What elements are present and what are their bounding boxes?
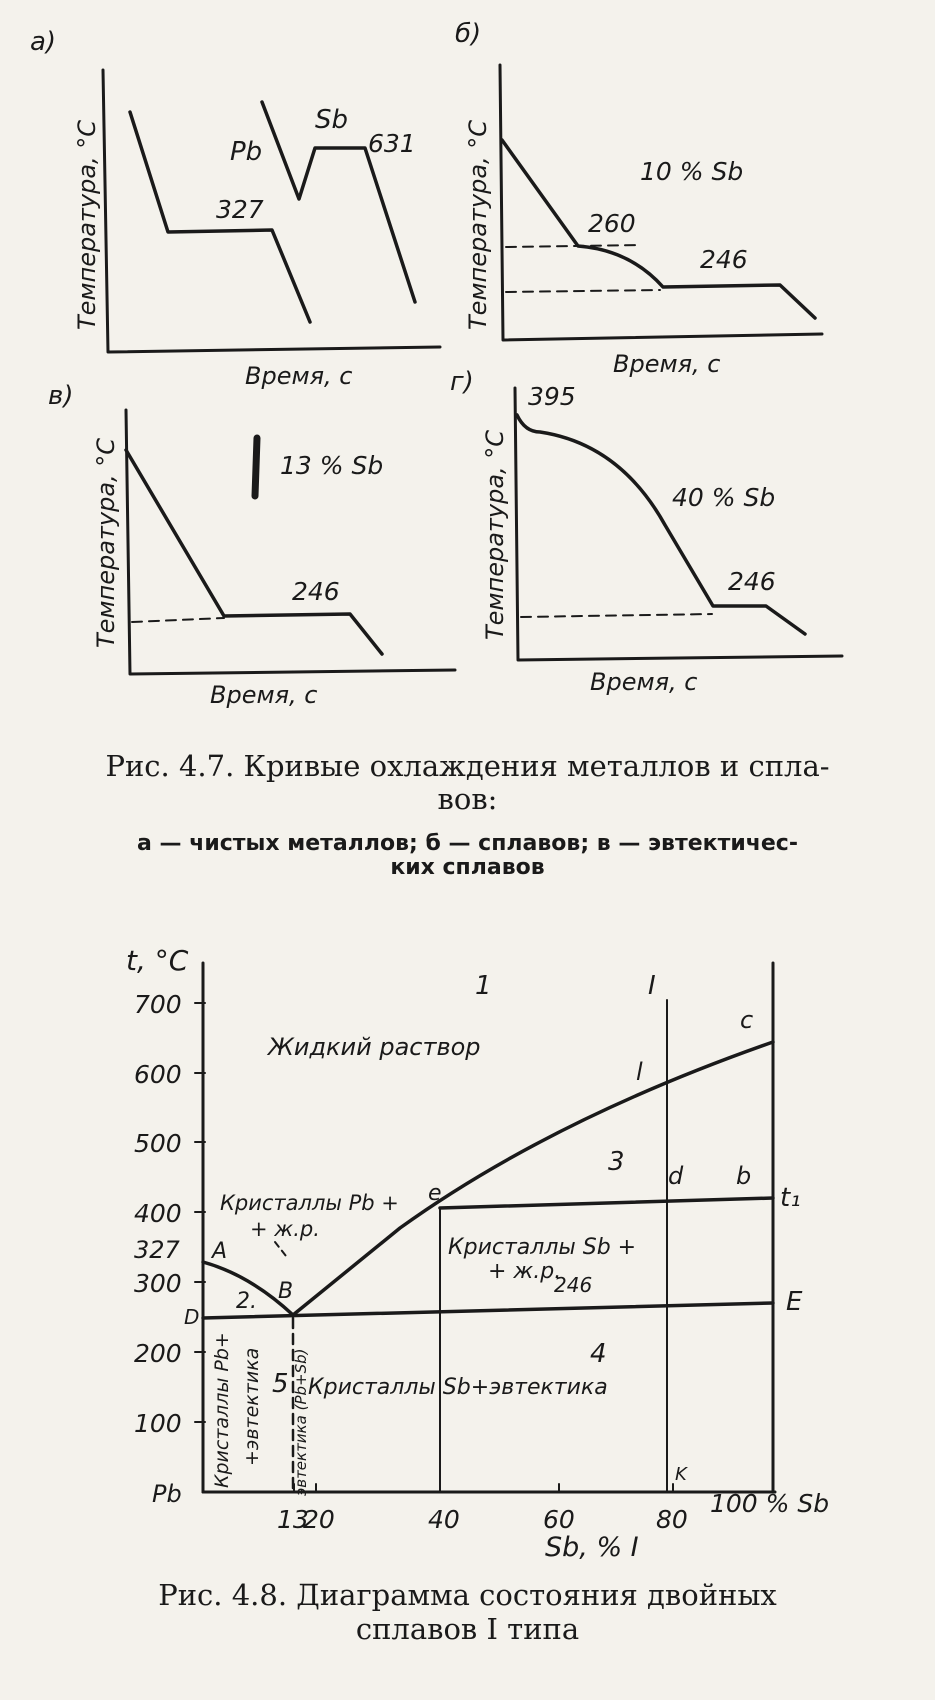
panel-b-composition: 10 % Sb [640,157,744,186]
panel-g-composition: 40 % Sb [672,483,776,512]
point-e: e [428,1181,442,1206]
y-tick-label: 700 [134,990,182,1019]
x-tick-label: 20 [303,1505,335,1534]
panel-a-ylabel: Температура, °C [73,119,101,330]
panel-b [500,65,822,340]
panel-v-axes [126,410,455,674]
region-5: 5 [272,1369,289,1399]
y-tick-label: 500 [134,1129,182,1158]
panel-a-axes [103,70,440,352]
panel-v-composition: 13 % Sb [280,451,384,480]
panel-b-eutectic-dashed [506,290,660,292]
sb-temp-label: 631 [368,129,416,158]
point-t1: t₁ [780,1183,801,1213]
x-tick-label: 80 [656,1505,688,1534]
region-2: 2. [236,1289,257,1314]
alloy-I-label: I [648,971,656,1001]
point-K: K [675,1464,687,1485]
figure-4-7-subcaption-line-1: а — чистых металлов; б — сплавов; в — эвтектичес- [137,831,798,856]
panel-g-xlabel: Время, с [590,668,698,696]
region-eutectic-vertical: эвтектика (Pb+Sb) [292,1348,310,1496]
region-pb-eutectic-1: Кристаллы Pb+ [211,1332,233,1488]
point-l: l [636,1058,643,1086]
region-pb-eutectic-2: +эвтектика [241,1347,263,1466]
region-1: 1 [475,971,492,1001]
panel-v-eutectic-dashed [132,618,224,622]
pb-label: Pb [230,137,263,167]
alloy-40sb-cooling-curve [517,415,805,634]
region-eutectic-temp: 246 [554,1273,593,1297]
y-tick-label: 200 [134,1339,182,1368]
point-A: A [212,1239,228,1264]
figure-4-8-caption-line-2: сплавов I типа [355,1612,580,1646]
ink-blot [255,438,257,496]
panel-v [126,410,455,674]
point-d: d [668,1162,684,1190]
figure-4-8-caption [0,1578,935,1646]
panel-b-eutectic-temp: 246 [700,245,748,274]
y-extra-327: 327 [134,1236,180,1264]
figure-4-8-caption-line-1: Рис. 4.8. Диаграмма состояния двойных [158,1578,777,1612]
region-4: 4 [590,1339,607,1369]
y-tick-label: 400 [134,1199,182,1228]
phase-y-axis-label: t, °C [126,944,189,977]
x-axis-label: Sb, % I [545,1532,639,1563]
region-sb-eutectic: Кристаллы Sb+эвтектика [308,1375,608,1400]
x-tick-label: 13 [277,1505,309,1534]
t1-isotherm [440,1198,773,1208]
panel-g-start-temp: 395 [528,382,576,411]
panel-b-xlabel: Время, с [613,350,721,378]
panel-a [103,70,440,352]
y-tick-label: 300 [134,1269,182,1298]
point-B: B [278,1279,294,1304]
panel-g-eutectic-temp: 246 [728,567,776,596]
panel-v-xlabel: Время, с [210,681,318,709]
region-sb-liquid-1: Кристаллы Sb + [448,1235,637,1260]
region-pb-liquid-1: Кристаллы Pb + [220,1191,399,1215]
panel-a-letter: а) [30,27,57,57]
x-tick-label: 40 [428,1505,460,1534]
figure-4-7-subcaption [0,832,935,880]
figure-4-7-subcaption-line-2: ких сплавов [390,855,545,880]
x-tick-label: 100 % Sb [710,1489,830,1518]
x-origin-label: Pb [152,1480,182,1508]
region-pb-liquid-2: + ж.р. [250,1217,320,1241]
panel-b-letter: б) [455,19,482,49]
point-c: c [740,1006,754,1034]
x-tick-label: 60 [543,1505,575,1534]
figure-4-7-caption-line-1: Рис. 4.7. Кривые охлаждения металлов и спла- [105,749,830,783]
point-b: b [736,1162,752,1190]
panel-g-eutectic-dashed [521,614,712,617]
region-3: 3 [608,1147,625,1177]
panel-g-ylabel: Температура, °C [481,429,509,640]
panel-b-start-temp: 260 [588,209,636,238]
panel-v-letter: в) [48,381,74,411]
panel-b-ylabel: Температура, °C [464,119,492,330]
panel-g-axes [515,388,842,660]
figure-4-7-caption [0,750,935,816]
liquidus-tick-dash [275,1242,286,1256]
panel-g [515,388,842,660]
pb-temp-label: 327 [216,195,264,224]
panel-b-liquidus-dashed [506,245,640,247]
region-sb-liquid-2: + ж.р. [488,1259,562,1284]
sb-label: Sb [315,105,349,135]
point-E: E [786,1287,803,1317]
y-tick-label: 100 [134,1409,182,1438]
region-liquid: Жидкий раствор [268,1033,481,1061]
panel-a-xlabel: Время, с [245,362,353,390]
y-tick-label: 600 [134,1060,182,1089]
panel-v-ylabel: Температура, °C [92,437,120,648]
panel-v-eutectic-temp: 246 [292,577,340,606]
panel-g-letter: г) [450,367,474,397]
point-D: D [184,1305,200,1329]
figure-4-7-caption-line-2: вов: [437,782,498,816]
